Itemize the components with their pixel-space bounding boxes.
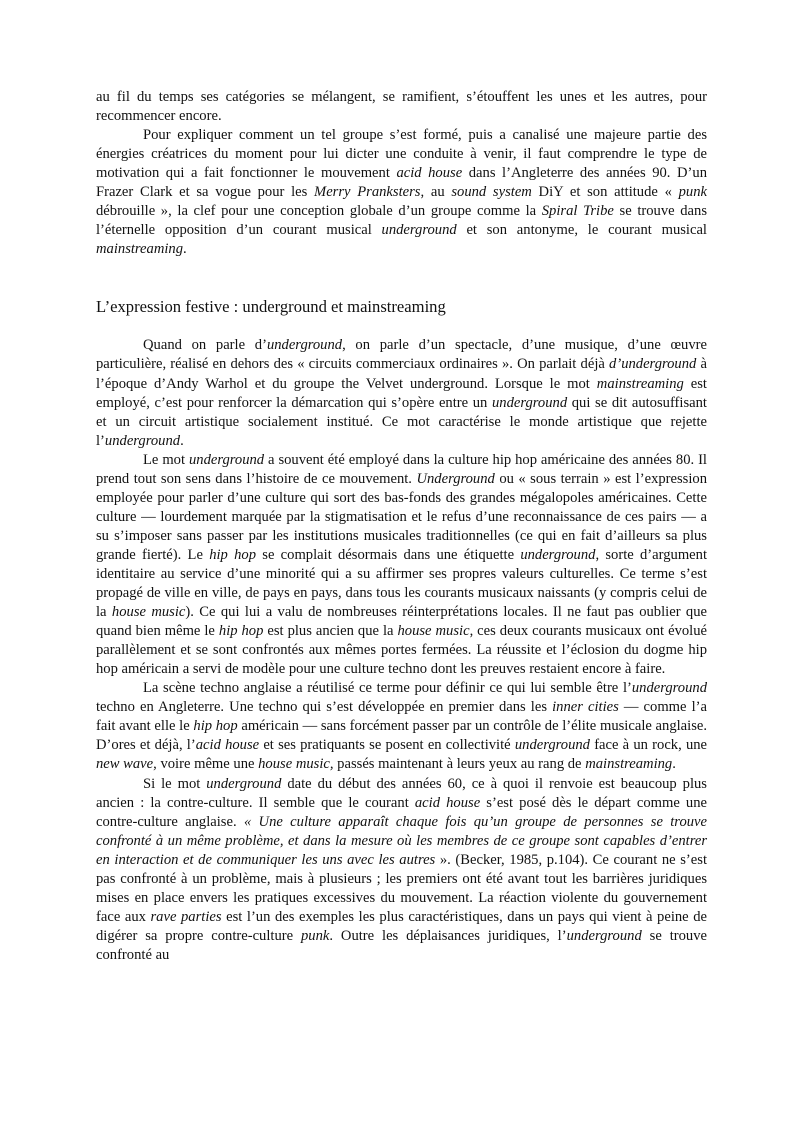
italic-text: Merry Pranksters [314, 184, 421, 201]
text-run: Quand on parle d’ [143, 337, 267, 354]
text-run: américain — sans forcément passer par un contrôle de l’élite musicale anglaise. D’ores et déjà, l’ [96, 718, 708, 754]
italic-text: sound system [451, 184, 532, 201]
italic-text: hip hop [193, 718, 238, 735]
text-run: date du début des années 60, ce à quoi il renvoie est beaucoup plus ancien : la contre-culture. Il semble que le courant [96, 775, 707, 811]
paragraph [96, 126, 707, 259]
italic-text: « Une culture apparaît chaque fois qu’un groupe de personnes se trouve confronté à un même problème, et dans la mesure où les membres de ce groupe sont capables d’entrer en interaction et de communiquer les uns avec les autres [96, 813, 707, 868]
italic-text: underground [266, 337, 343, 354]
italic-text: underground [631, 680, 707, 697]
text-run: La scène techno anglaise a réutilisé ce terme pour définir ce qui lui semble être l’ [143, 680, 632, 697]
text-run: , au [420, 184, 452, 201]
text-run: techno en Angleterre. Une techno qui s’est développée en premier dans les [96, 699, 553, 716]
text-run: qui se dit autosuffisant et un circuit artistique socialement institué. Ce mot caractérise le monde artistique que rejette l’ [96, 394, 707, 449]
italic-text: Spiral Tribe [541, 203, 614, 220]
section-heading: L’expression festive : underground et mainstreaming [96, 297, 446, 317]
text-run: DiY et son attitude « [531, 184, 679, 201]
text-run: ». (Becker, 1985, p.104). Ce courant ne s’est pas confronté à un problème, mais à plusieurs ; les premiers ont été avant tout les barrières juridiques mises en place envers les pratiques excessives du mouvement. La réaction violente du gouvernement face aux [96, 851, 708, 925]
italic-text: d’underground [609, 356, 697, 373]
italic-text: punk [678, 184, 707, 201]
text-run: Le mot [143, 451, 189, 468]
text-run: est plus ancien que la [263, 623, 398, 640]
paragraph [96, 451, 707, 680]
text-run: , on parle d’un spectacle, d’une musique, d’une œuvre particulière, réalisé en dehors des « circuits commerciaux ordinaires ». On parlait déjà [96, 337, 707, 373]
text-run: . [183, 241, 187, 258]
italic-text: underground [381, 222, 457, 239]
paragraph [96, 88, 707, 126]
italic-text: house music [397, 623, 470, 640]
italic-text: underground [104, 432, 181, 449]
text-run: se complait désormais dans une étiquette [256, 546, 521, 563]
italic-text: acid house [414, 794, 481, 811]
text-run: , voire même une [153, 756, 259, 773]
italic-text: hip hop [218, 623, 264, 640]
text-run: Pour expliquer comment un tel groupe s’est formé, puis a canalisé une majeure partie des énergies créatrices du moment pour lui dicter une conduite à venir, il faut comprendre le type de motivation qui a fait fonctionner le mouvement [96, 127, 707, 182]
italic-text: punk [300, 927, 330, 944]
italic-text: hip hop [209, 546, 256, 563]
text-run: à l’époque d’Andy Warhol et du groupe the Velvet underground. Lorsque le mot [96, 356, 707, 392]
italic-text: mainstreaming [596, 375, 684, 392]
text-run: au fil du temps ses catégories se mélangent, se ramifient, s’étouffent les unes et les autres, pour recommencer encore. [96, 89, 707, 125]
document-page [96, 88, 707, 965]
italic-text: inner cities [552, 699, 619, 716]
italic-text: new wave [96, 756, 154, 773]
text-run: est employé, c’est pour renforcer la démarcation qui s’opère entre un [96, 375, 707, 411]
italic-text: house music, [258, 756, 334, 773]
text-run: et ses pratiquants se posent en collectivité [259, 737, 515, 754]
body-paragraphs [96, 336, 707, 965]
text-run: — comme l’a fait avant elle le [96, 699, 707, 735]
italic-text: rave parties [150, 908, 222, 925]
text-run: dans l’Angleterre des années 90. D’un Frazer Clark et sa vogue pour les [96, 165, 708, 201]
text-run: passés maintenant à leurs yeux au rang de [333, 756, 586, 773]
text-run: , ces deux courants musicaux ont évolué parallèlement et se sont confrontés aux mêmes portes fermées. La réussite et l’éclosion du dogme hip hop américain a servi de modèle pour une culture techno dont les preuves restaient encore à faire. [96, 623, 707, 678]
italic-text: mainstreaming [96, 241, 184, 258]
text-run: Si le mot [143, 775, 207, 792]
italic-text: underground [514, 737, 590, 754]
italic-text: underground [491, 394, 568, 411]
italic-text: underground [566, 927, 642, 944]
text-run: . [180, 432, 184, 449]
text-run: ). Ce qui lui a valu de nombreuses réinterprétations locales. Il ne faut pas oublier que quand bien même le [96, 604, 708, 640]
paragraph [96, 336, 707, 450]
paragraph [96, 775, 707, 965]
text-run: se trouve confronté au [96, 927, 707, 963]
text-run: a souvent été employé dans la culture hip hop américaine des années 80. Il prend tout son sens dans l’histoire de ce mouvement. [96, 451, 707, 487]
italic-text: underground [206, 775, 282, 792]
italic-text: house music [111, 604, 186, 621]
italic-text: underground [188, 451, 265, 468]
text-run: ou « sous terrain » est l’expression employée pour parler d’une culture qui sort des bas-fonds des grandes mégalopoles américaines. Cette culture — lourdement marquée par la stigmatisation et le refus d’une reconnaissance de ces pairs — a su s’imposer sans passer par les institutions musicales traditionnelles (ce qui en fait d’ailleurs sa plus grande fierté). Le [96, 470, 708, 563]
italic-text: acid house [195, 737, 260, 754]
text-run: se trouve dans l’éternelle opposition d’un courant musical [96, 203, 707, 239]
text-run: . [672, 756, 676, 773]
text-run: débrouille », la clef pour une conception globale d’un groupe comme la [96, 203, 542, 220]
italic-text: Underground [416, 470, 495, 487]
text-run: est l’un des exemples les plus caractéristiques, dans un pays qui vient à peine de digérer sa propre contre-culture [96, 908, 708, 944]
text-run: face à un rock, une [589, 737, 708, 754]
paragraph [96, 679, 707, 774]
text-run: et son antonyme, le courant musical [456, 222, 707, 239]
intro-paragraphs [96, 88, 707, 259]
italic-text: underground [520, 546, 596, 563]
text-run: , sorte d’argument identitaire au service d’une minorité qui a su affirmer ses propres valeurs culturelles. Ce terme s’est propagé de ville en ville, de pays en pays, dans tous les courants musicaux naissants (y compris celui de la [96, 546, 708, 621]
text-run: . Outre les déplaisances juridiques, l’ [329, 927, 567, 944]
italic-text: mainstreaming [585, 756, 673, 773]
text-run: s’est posé dès le départ comme une contre-culture anglaise. [96, 794, 707, 830]
italic-text: acid house [396, 165, 463, 182]
